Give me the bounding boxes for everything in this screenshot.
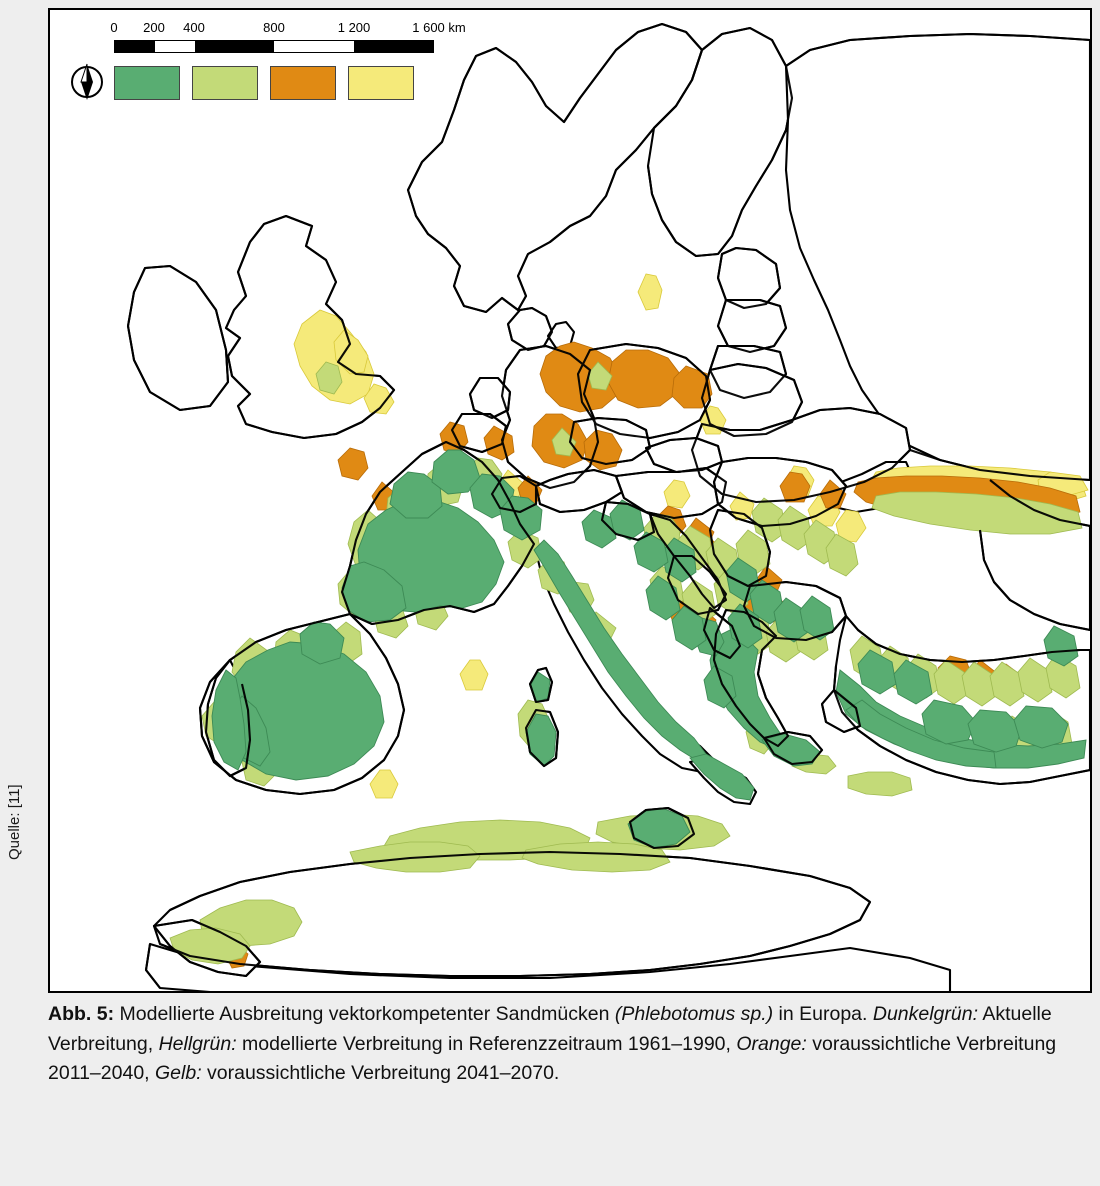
scale-tick-2: 400	[183, 20, 205, 35]
legend-swatch-yellow	[348, 66, 414, 100]
legend-swatch-light-green	[192, 66, 258, 100]
caption-key-dark-green: Dunkelgrün:	[872, 1003, 979, 1025]
caption-key-orange: Orange:	[736, 1032, 807, 1055]
legend-swatch-orange	[270, 66, 336, 100]
legend-swatch-dark-green	[114, 66, 180, 100]
caption-key-light-green: Hellgrün:	[158, 1032, 237, 1055]
caption-text-1: Modellierte Ausbreitung vektorkompetenter Sandmücken	[119, 1003, 615, 1025]
caption-text-5: voraussichtliche Verbreitung 2011–2040,	[48, 1032, 1057, 1085]
north-arrow-icon	[66, 56, 108, 108]
caption-species: (Phlebotomus sp.)	[614, 1003, 774, 1025]
scalebar	[114, 40, 434, 53]
caption-text-2: in Europa.	[778, 1003, 873, 1025]
caption-text-3: Aktuelle Verbreitung,	[48, 1003, 1052, 1055]
legend-swatches	[114, 66, 414, 100]
scale-tick-5: 1 600 km	[412, 20, 466, 35]
figure-caption	[48, 1000, 1078, 1089]
caption-text-6: voraussichtliche Verbreitung 2041–2070.	[207, 1062, 560, 1085]
europe-map	[50, 10, 1090, 991]
map-figure	[48, 8, 1092, 993]
caption-key-yellow: Gelb:	[155, 1062, 202, 1085]
source-label: Quelle: [11]	[6, 784, 23, 860]
scale-tick-0: 0	[110, 20, 118, 35]
scalebar-labels	[110, 20, 466, 38]
caption-text-4: modellierte Verbreitung in Referenzzeitraum 1961–1990,	[242, 1032, 737, 1055]
map-legend	[64, 20, 464, 120]
caption-figure-number: Abb. 5:	[48, 1003, 115, 1025]
scale-tick-3: 800	[263, 20, 285, 35]
scale-tick-1: 200	[143, 20, 165, 35]
scale-tick-4: 1 200	[337, 20, 371, 35]
